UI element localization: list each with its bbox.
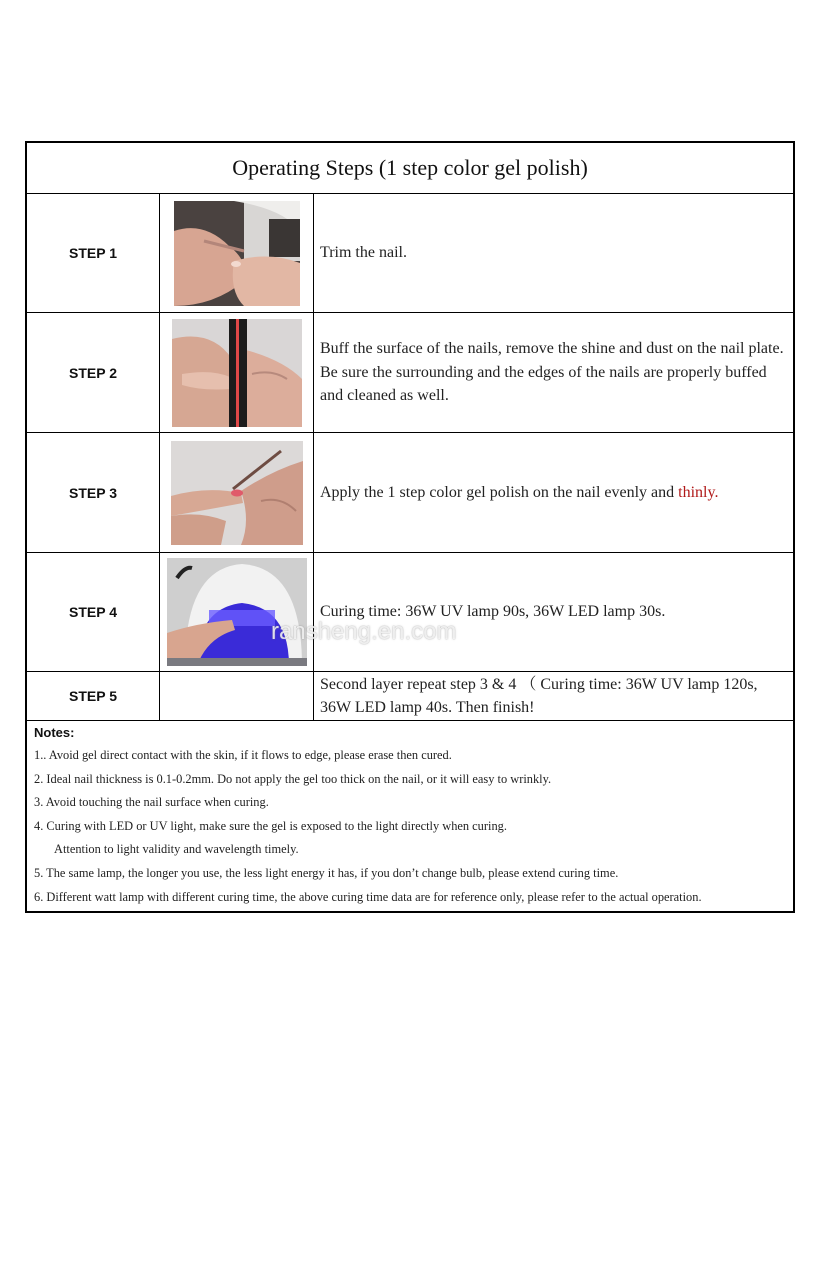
step-row-2 [27, 313, 793, 433]
note-item: 3. Avoid touching the nail surface when curing. [34, 795, 269, 810]
step-text: Apply the 1 step color gel polish on the nail evenly and [320, 483, 679, 501]
step-description [314, 433, 793, 552]
step-image-cell [160, 433, 314, 552]
step-image-cell [160, 553, 314, 671]
notes-heading: Notes: [34, 725, 75, 740]
buffing-nail-photo [172, 319, 302, 427]
step-text: Trim the nail. [320, 244, 407, 262]
step-text: Curing time: 36W UV lamp 90s, 36W LED lamp 30s. [320, 603, 666, 621]
note-item: 5. The same lamp, the longer you use, the less light energy it has, if you don’t change bulb, please extend curing time. [34, 865, 619, 880]
step-label: STEP 4 [27, 553, 160, 671]
step-label: STEP 3 [27, 433, 160, 552]
applying-polish-photo [171, 441, 303, 545]
uv-lamp-photo [167, 558, 307, 666]
step-row-4 [27, 553, 793, 672]
note-item: 6. Different watt lamp with different curing time, the above curing time data are for reference only, please refer to the actual operation. [34, 889, 702, 904]
step-description [314, 672, 793, 720]
note-item: 4. Curing with LED or UV light, make sure the gel is exposed to the light directly when curing. [34, 818, 507, 833]
note-item: 2. Ideal nail thickness is 0.1-0.2mm. Do not apply the gel too thick on the nail, or it will easy to wrinkly. [34, 771, 552, 786]
step-text: Second layer repeat step 3 & 4 （ Curing time: 36W UV lamp 120s, 36W LED lamp 40s. Then finish! [320, 675, 758, 716]
watermark: ransheng.en.com [271, 618, 457, 645]
step-label: STEP 5 [27, 672, 160, 720]
step-row-1 [27, 194, 793, 313]
step-description [314, 313, 793, 432]
table-title: Operating Steps (1 step color gel polish) [27, 143, 793, 194]
step-description [314, 553, 793, 671]
step-label: STEP 1 [27, 194, 160, 312]
trimming-nail-photo [174, 201, 300, 306]
notes-section [27, 721, 793, 911]
highlighted-word: thinly. [678, 483, 719, 501]
step-description [314, 194, 793, 312]
step-row-5 [27, 672, 793, 721]
step-row-3 [27, 433, 793, 553]
note-item: Attention to light validity and wavelength timely. [54, 842, 299, 857]
step-text-line-1: Buff the surface of the nails, remove the shine and dust on the nail plate. [320, 340, 784, 358]
step-image-cell-empty [160, 672, 314, 720]
operating-steps-table [25, 141, 795, 913]
note-item: 1.. Avoid gel direct contact with the skin, if it flows to edge, please erase then cured. [34, 748, 452, 762]
step-label: STEP 2 [27, 313, 160, 432]
step-image-cell [160, 313, 314, 432]
step-image-cell [160, 194, 314, 312]
step-text-line-2: Be sure the surrounding and the edges of the nails are properly buffed and cleaned as well. [320, 363, 767, 405]
